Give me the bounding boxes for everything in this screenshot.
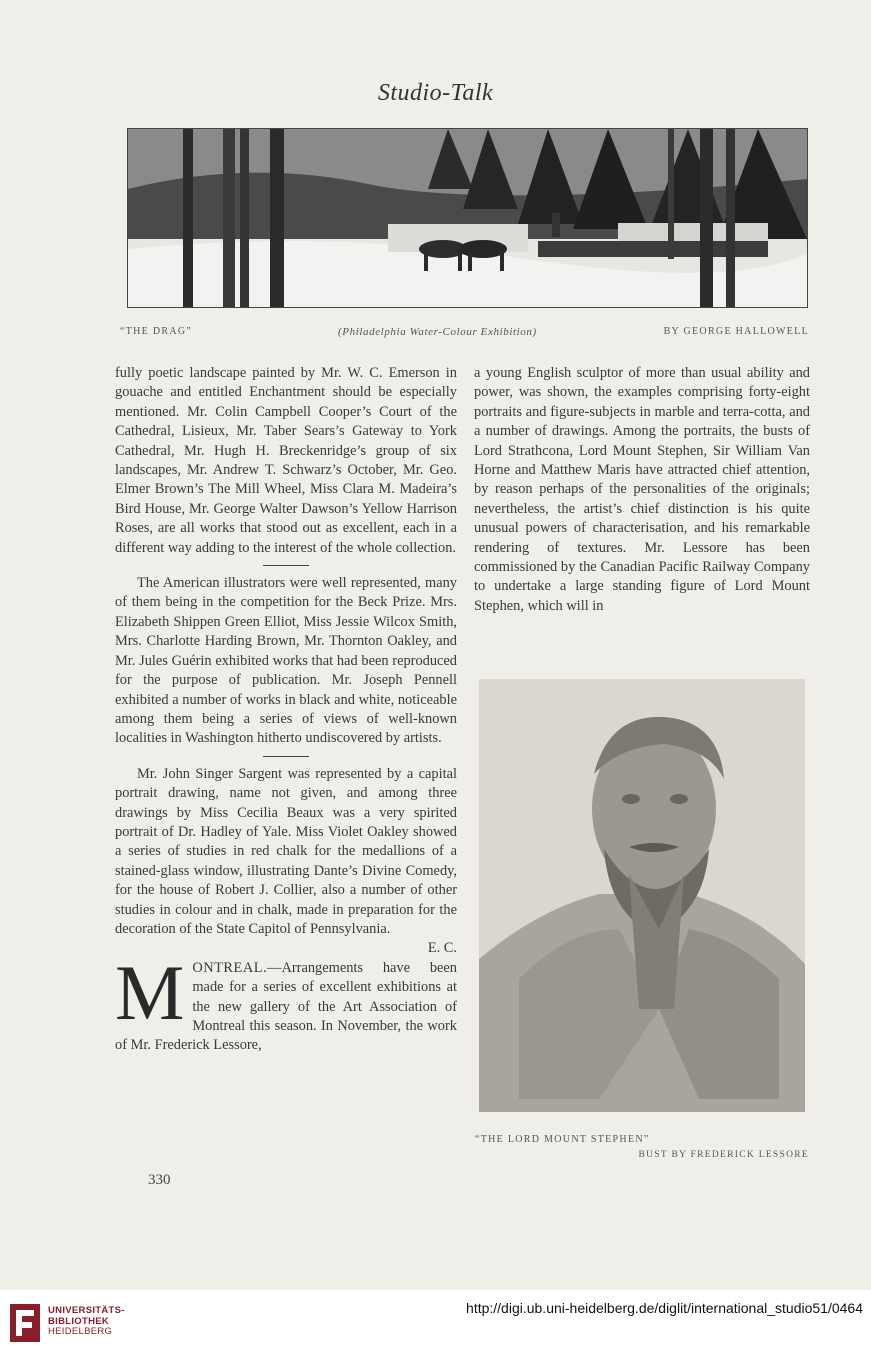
bust-photograph-plate [479, 679, 805, 1112]
university-library-logo-icon [8, 1300, 42, 1344]
bust-illustration [479, 679, 805, 1112]
plate-caption-source: (Philadelphia Water-Colour Exhibition) [338, 326, 537, 338]
page-number: 330 [148, 1172, 171, 1188]
author-initials: E. C. [427, 940, 457, 957]
permalink-url[interactable]: http://digi.ub.uni-heidelberg.de/diglit/international_studio51/0464 [466, 1300, 863, 1316]
bust-caption-title: “THE LORD MOUNT STEPHEN” [475, 1134, 650, 1145]
logo-line-3: HEIDELBERG [48, 1326, 113, 1337]
drag-painting-illustration [128, 129, 807, 307]
right-paragraph-1: a young English sculptor of more than usual ability and power, was shown, the examples comprising forty-eight portraits and figure-subjects in marble and terra-cotta, and a number of drawings. Among the portraits, the busts of Lord Strathcona, Lord Mount Stephen, Sir William Van Horne and Matthew Maris have attracted chief attention, by reason perhaps of the personalities of the originals; nevertheless, the artist’s chief distinction is his quite unusual powers of characterisation, and his remarkable rendering of textures. Mr. Lessore has been commissioned by the Canadian Pacific Railway Company to undertake a large standing figure of Lord Mount Stephen, which will in [474, 365, 810, 614]
left-text-column [115, 364, 457, 1056]
running-head: Studio-Talk [377, 80, 494, 106]
left-paragraph-3: Mr. John Singer Sargent was represented by a capital portrait drawing, name not given, and among three drawings by Miss Cecilia Beaux was a very spirited portrait of Dr. Hadley of Yale. Miss Violet Oakley showed a series of studies in red chalk for the medallions of a stained-glass window, illustrating Dante’s Divine Comedy, for the house of Robert J. Collier, also a number of other studies in colour and in chalk, made in preparation for the decoration of the State Capitol of Pennsylvania. [115, 765, 457, 937]
bust-caption-credit: BUST BY FREDERICK LESSORE [638, 1150, 809, 1160]
drop-cap: M [115, 948, 185, 1036]
montreal-text: —Arrangements have been made for a series of excellent exhibitions at the new gallery of the Art Association of Montreal this season. In November, the work of Mr. Frederick Lessore, [115, 959, 457, 1054]
library-logo-text [48, 1306, 125, 1338]
section-rule [263, 756, 309, 757]
right-text-column [474, 364, 810, 616]
section-rule [263, 565, 309, 566]
plate-caption-title: “THE DRAG” [120, 326, 193, 337]
left-paragraph-2: The American illustrators were well represented, many of them being in the competition for the Beck Prize. Mrs. Elizabeth Shippen Green Elliot, Miss Jessie Wilcox Smith, Mrs. Charlotte Harding Brown, Mr. Thornton Oakley, and Mr. Jules Guérin exhibited works that had been reproduced for the purpose of publication. Mr. Joseph Pennell exhibited a number of works in black and white, noticeable among them being a series of views of well-known localities in Washington hitherto undiscovered by artists. [115, 575, 457, 747]
left-paragraph-1: fully poetic landscape painted by Mr. W. C. Emerson in gouache and entitled Enchantment should be especially mentioned. Mr. Colin Campbell Cooper’s Court of the Cathedral, Lisieux, Mr. Taber Sears’s Gateway to York Cathedral, Mr. Hugh H. Breckenridge’s group of six landscapes, Mr. Andrew T. Schwarz’s October, Mr. Geo. Elmer Brown’s The Mill Wheel, Miss Clara M. Madeira’s Bird House, Mr. George Walter Dawson’s Yellow Harrison Roses, are all works that stood out as excellent, each in a different way adding to the interest of the whole collection. [115, 365, 457, 556]
logo-line-1: UNIVERSITÄTS- [48, 1305, 125, 1316]
montreal-heading: ONTREAL. [192, 959, 268, 976]
logo-line-2: BIBLIOTHEK [48, 1315, 110, 1327]
drag-painting-plate [127, 128, 808, 308]
plate-caption-credit: BY GEORGE HALLOWELL [663, 326, 809, 337]
